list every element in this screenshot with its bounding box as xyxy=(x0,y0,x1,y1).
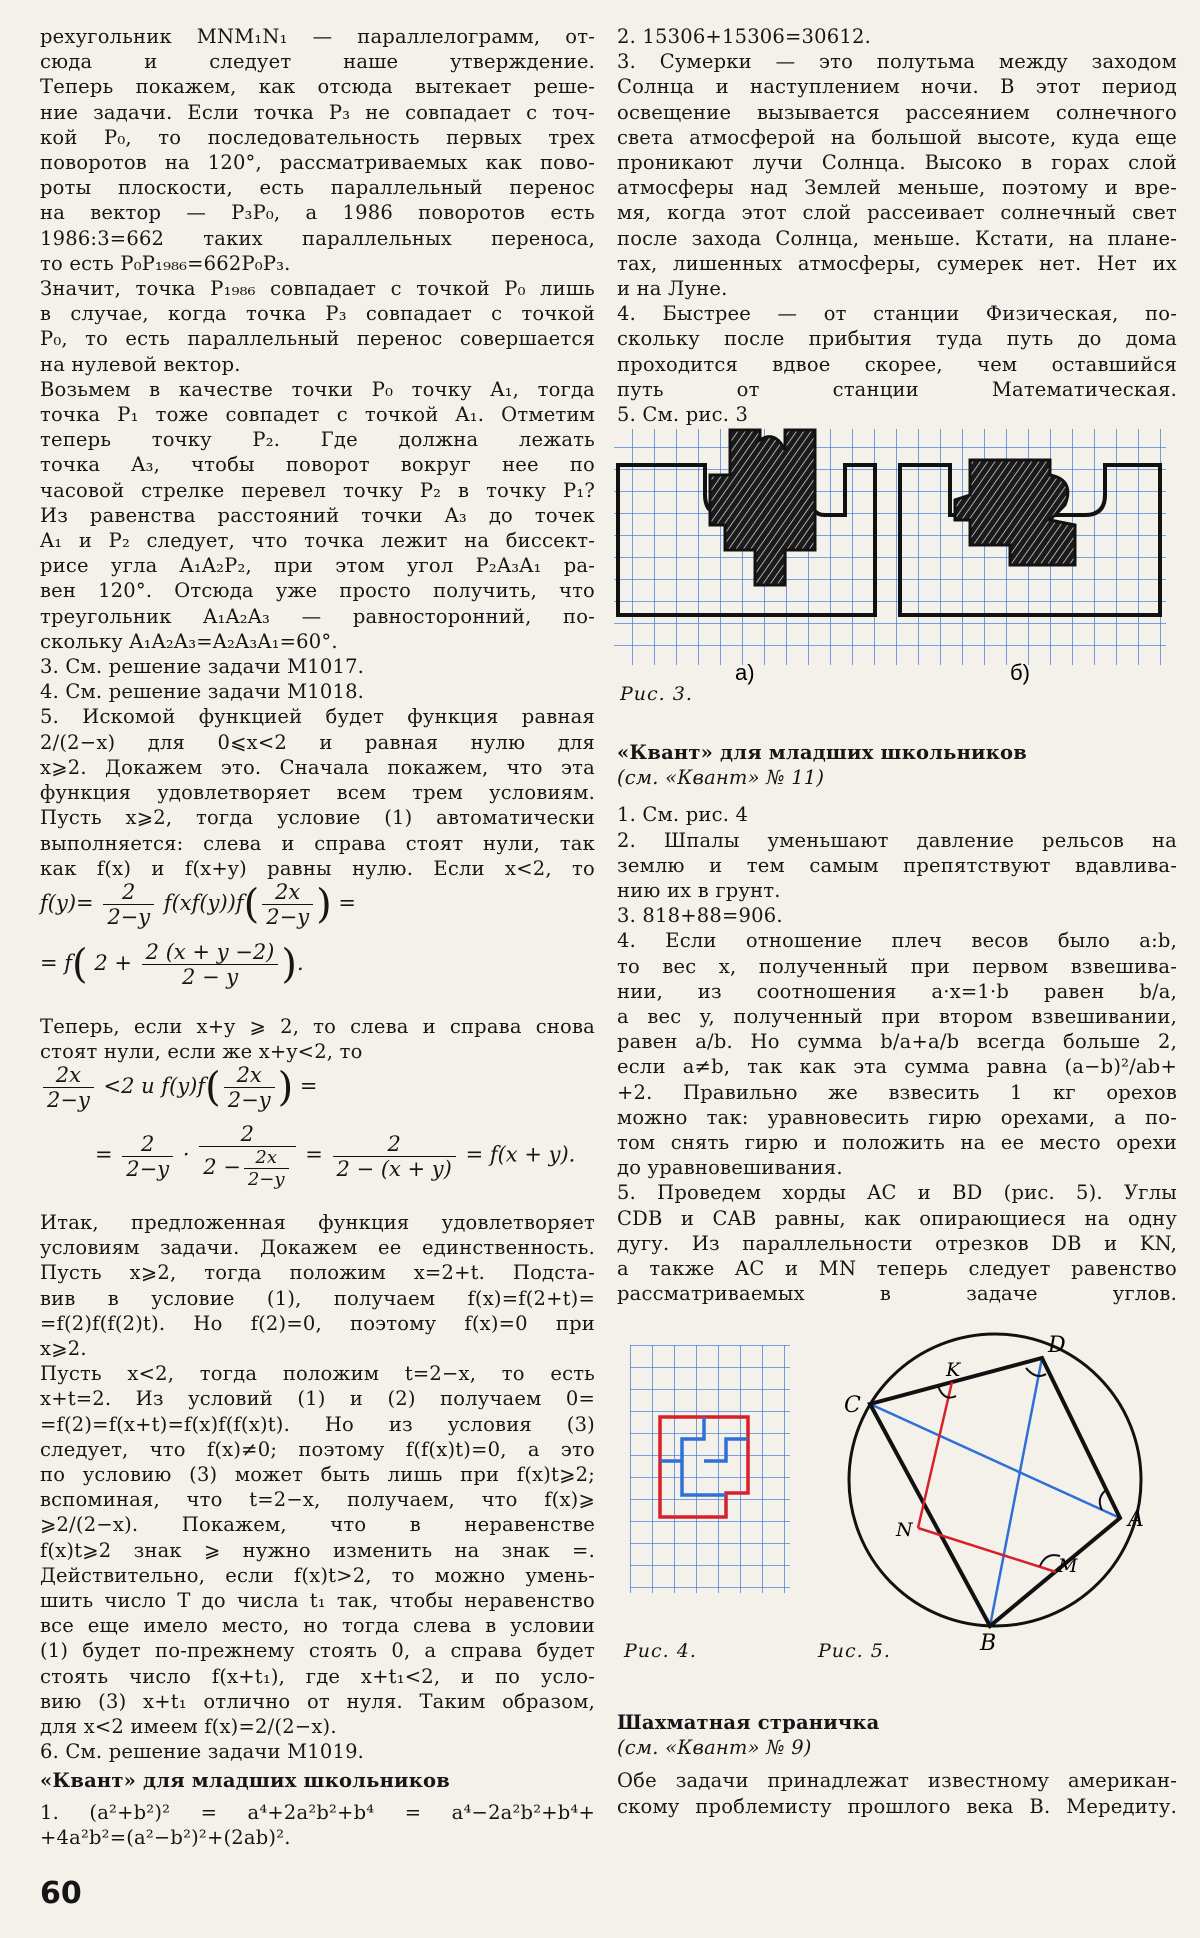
formula-1-eq: = xyxy=(338,891,356,915)
text-line: по условию (3) может быть лишь при f(x)t⩾2; xyxy=(40,1463,595,1487)
text-line: вспоминая, что t=2−x, получаем, что f(x)⩾ xyxy=(40,1488,595,1512)
right-column-top xyxy=(617,24,1177,427)
text-line: 1986:3=662 таких параллельных переноса, xyxy=(40,226,595,250)
text-line: Теперь, если x+y ⩾ 2, то слева и справа снова xyxy=(40,1015,595,1038)
text-line: роты плоскости, есть параллельный перенос xyxy=(40,176,595,200)
text-line: освещение вызывается рассеянием солнечного xyxy=(617,100,1177,124)
text-line: 1. См. рис. 4 xyxy=(617,803,749,827)
text-line: Обе задачи принадлежат известному американ- xyxy=(617,1769,1177,1793)
text-line: тах, лишенных атмосферы, сумерек нет. Нет их xyxy=(617,251,1177,275)
text-line: скому проблемисту прошлого века В. Мередиту. xyxy=(617,1794,1177,1818)
text-line: 3. См. решение задачи М1017. xyxy=(40,655,365,679)
text-line: Итак, предложенная функция удовлетворяет xyxy=(40,1211,595,1234)
formula-3-eq: = xyxy=(299,1074,318,1098)
text-line: стоять число f(x+t₁), где x+t₁<2, и по усло- xyxy=(40,1664,595,1688)
text-line: 2. Шпалы уменьшают давление рельсов на xyxy=(617,828,1177,852)
text-line: Пусть x⩾2, тогда условие (1) автоматически xyxy=(40,806,595,830)
text-line: до уравновешивания. xyxy=(617,1156,843,1180)
text-line: CDB и CAB равны, как опирающиеся на одну xyxy=(617,1206,1177,1230)
right-heading-1: «Квант» для младших школьников xyxy=(617,741,1027,764)
text-line: следует, что f(x)≠0; поэтому f(f(x)t)=0, а это xyxy=(40,1437,595,1461)
fig5-chord-bd xyxy=(990,1358,1042,1626)
fig4-grid xyxy=(630,1345,790,1593)
text-line: точка A₃, чтобы поворот вокруг нее по xyxy=(40,453,595,477)
text-line: 6. См. решение задачи М1019. xyxy=(40,1740,365,1764)
text-line: проходится вдвое скорее, чем оставшийся xyxy=(617,352,1177,376)
text-line: то есть P₀P₁₉₈₆=662P₀P₃. xyxy=(40,251,291,275)
text-line: вив в условие (1), получаем f(x)=f(2+t)= xyxy=(40,1286,595,1310)
fig5-label-c: C xyxy=(844,1393,861,1418)
text-line: A₁ и P₂ следует, что точка лежит на биссект- xyxy=(40,529,595,553)
left-p3 xyxy=(40,276,595,377)
formula-2-dot: . xyxy=(297,951,304,975)
fig5-angle-a xyxy=(1100,1490,1106,1510)
text-line: +2. Правильно же взвесить 1 кг орехов xyxy=(617,1080,1177,1104)
text-line: все еще имело место, но тогда слева в условии xyxy=(40,1614,595,1638)
formula-1-mid: f(xf(y))f xyxy=(163,891,244,915)
left-p7 xyxy=(40,1210,595,1764)
text-line: после захода Солнца, меньше. Кстати, на плане- xyxy=(617,226,1177,250)
fig5-label-k: K xyxy=(946,1359,961,1381)
formula-3-frac-a: $\frac{2x}{2-y}$ xyxy=(43,1063,94,1112)
text-line: =f(2)f(f(2)t). Но f(2)=0, поэтому f(x)=0 при xyxy=(40,1311,595,1335)
text-line: условиям задачи. Докажем ее единственность. xyxy=(40,1236,595,1260)
fig5-circle xyxy=(849,1334,1141,1626)
formula-1-lhs: f(y)= xyxy=(40,891,94,915)
text-line: Из равенства расстояний точки A₃ до точек xyxy=(40,503,595,527)
right-column-bottom xyxy=(617,1710,1177,1819)
text-line: как f(x) и f(x+y) равны нулю. Если x<2, то xyxy=(40,856,595,880)
text-line: =f(2)=f(x+t)=f(x)f(f(x)t). Но из условия (3) xyxy=(40,1412,595,1436)
formula-3: $\frac{2x}{2-y}$ <2 и f(y)f( $\frac{2x}{2-y}$ ) = xyxy=(40,1063,318,1112)
left-p1 xyxy=(40,24,595,74)
formula-2-mid: 2 + xyxy=(94,951,132,975)
formula-4-frac-b: 2 2 − $\frac{2x}{2-y}$ xyxy=(199,1122,295,1190)
text-line: Возьмем в качестве точки P₀ точку A₁, тогда xyxy=(40,377,595,401)
text-line: Пусть x⩾2, тогда положим x=2+t. Подста- xyxy=(40,1261,595,1285)
text-line: Действительно, если f(x)t>2, то можно умень- xyxy=(40,1563,595,1587)
text-line: том снять гирю и положить на ее место орехи xyxy=(617,1131,1177,1155)
text-line: скольку A₁A₂A₃=A₂A₃A₁=60°. xyxy=(40,629,338,653)
text-line: 3. 818+88=906. xyxy=(617,904,783,928)
text-line: поворотов на 120°, рассматриваемых как пово- xyxy=(40,151,595,175)
text-line: (1) будет по-прежнему стоять 0, а справа будет xyxy=(40,1639,595,1663)
text-line: в случае, когда точка P₃ совпадает с точкой xyxy=(40,302,595,326)
text-line: ние задачи. Если точка P₃ не совпадает с точ- xyxy=(40,100,595,124)
text-line: равен a/b. Но сумма b/a+a/b всегда больше 2, xyxy=(617,1030,1177,1054)
text-line: кой P₀, то последовательность первых трех xyxy=(40,125,595,149)
text-line: 5. См. рис. 3 xyxy=(617,403,749,427)
formula-1-frac-a: $\frac{2}{2-y}$ xyxy=(103,880,154,929)
text-line: 5. Искомой функцией будет функция равная xyxy=(40,705,595,729)
formula-4-eq: = xyxy=(95,1142,113,1167)
text-line: нию их в грунт. xyxy=(617,879,781,903)
fig3-label-b: б) xyxy=(1010,660,1030,685)
text-line: f(x)t⩾2 знак ⩾ нужно изменить на знак =. xyxy=(40,1538,595,1562)
text-line: часовой стрелке перевел точку P₂ в точку P₁? xyxy=(40,478,595,502)
text-line: путь от станции Математическая. xyxy=(617,377,1177,401)
text-line: скольку после прибытия туда путь до дома xyxy=(617,327,1177,351)
fig5-nm xyxy=(918,1528,1056,1572)
figure-3 xyxy=(610,425,1170,690)
fig5-caption: Рис. 5. xyxy=(818,1640,891,1662)
text-line: вию (3) x+t₁ отлично от нуля. Таким образом, xyxy=(40,1689,595,1713)
text-line: можно так: уравновесить гирю орехами, а по- xyxy=(617,1105,1177,1129)
left-column xyxy=(40,24,595,881)
text-line: Солнца и наступлением ночи. В этот период xyxy=(617,75,1177,99)
text-line: если a≠b, так как эта сумма равна (a−b)²/ab+ xyxy=(617,1055,1177,1079)
formula-4 xyxy=(95,1122,575,1190)
page-number: 60 xyxy=(40,1876,82,1911)
text-line: а вес y, полученный при втором взвешивании, xyxy=(617,1005,1177,1029)
fig5-label-m: M xyxy=(1058,1555,1078,1577)
formula-4-frac-a: $\frac{2}{2-y}$ xyxy=(122,1132,173,1181)
fig4-caption: Рис. 4. xyxy=(624,1640,697,1662)
fig5-chord-ac xyxy=(870,1404,1120,1518)
text-line: ⩾2/(2−x). Покажем, что в неравенстве xyxy=(40,1513,595,1537)
text-line: проникают лучи Солнца. Высоко в горах слой xyxy=(617,151,1177,175)
formula-4-dot: · xyxy=(182,1142,190,1167)
text-line: рассматриваемых в задаче углов. xyxy=(617,1282,1177,1306)
text-line: Пусть x<2, тогда положим t=2−x, то есть xyxy=(40,1362,595,1386)
formula-3-frac-b: $\frac{2x}{2-y}$ xyxy=(224,1063,275,1112)
figure-4 xyxy=(630,1345,790,1595)
text-line: дугу. Из параллельности отрезков DB и KN, xyxy=(617,1231,1177,1255)
text-line: шить число T до числа t₁ так, чтобы неравенство xyxy=(40,1589,595,1613)
fig5-quad xyxy=(870,1358,1120,1626)
right-heading-2: Шахматная страничка xyxy=(617,1711,880,1734)
text-line: 2. 15306+15306=30612. xyxy=(617,25,871,48)
text-line: x+t=2. Из условий (1) и (2) получаем 0= xyxy=(40,1387,595,1411)
text-line: функция удовлетворяет всем трем условиям. xyxy=(40,781,595,805)
left-p6 xyxy=(40,1014,595,1064)
formula-1-frac-b: $\frac{2x}{2-y}$ xyxy=(262,880,313,929)
text-line: 5. Проведем хорды AC и BD (рис. 5). Углы xyxy=(617,1181,1177,1205)
left-p2 xyxy=(40,74,595,276)
formula-4-frac-c: $\frac{2}{2 - (x + y)}$ xyxy=(333,1132,456,1181)
text-line: Теперь покажем, как отсюда вытекает реше- xyxy=(40,75,595,99)
text-line: нии, из соотношения a·x=1·b равен b/a, xyxy=(617,979,1177,1003)
left-heading: «Квант» для младших школьников xyxy=(40,1769,450,1793)
text-line: сюда и следует наше утверждение. xyxy=(40,50,595,74)
text-line: P₀, то есть параллельный перенос совершается xyxy=(40,327,595,351)
left-p5 xyxy=(40,654,595,881)
fig5-label-b: B xyxy=(980,1631,997,1656)
text-line: 1. (a²+b²)² = a⁴+2a²b²+b⁴ = a⁴−2a²b²+b⁴+ xyxy=(40,1800,595,1824)
text-line: рисе угла A₁A₂P₂, при этом угол P₂A₃A₁ ра- xyxy=(40,554,595,578)
right-column-mid xyxy=(617,740,1177,1306)
text-line: x⩾2. xyxy=(40,1337,87,1361)
formula-3-mid: <2 и f(y)f xyxy=(103,1074,206,1098)
text-line: 4. Быстрее — от станции Физическая, по- xyxy=(617,302,1177,326)
text-line: треугольник A₁A₂A₃ — равносторонний, по- xyxy=(40,604,595,628)
text-line: выполняется: слева и справа стоят нули, так xyxy=(40,831,595,855)
right-heading-1-sub: (см. «Квант» № 11) xyxy=(617,766,825,790)
text-line: и на Луне. xyxy=(617,277,728,301)
text-line: мя, когда этот слой рассеивает солнечный свет xyxy=(617,201,1177,225)
text-line: +4a²b²=(a²−b²)²+(2ab)². xyxy=(40,1825,291,1849)
text-line: x⩾2. Докажем это. Сначала покажем, что эта xyxy=(40,755,595,779)
left-p8 xyxy=(40,1800,595,1850)
text-line: землю и тем самым препятствуют вдавлива- xyxy=(617,853,1177,877)
text-line: Значит, точка P₁₉₈₆ совпадает с точкой P₀ лишь xyxy=(40,277,595,301)
text-line: для x<2 имеем f(x)=2/(2−x). xyxy=(40,1715,337,1739)
fig5-angle-d xyxy=(1026,1368,1046,1376)
fig3-caption: Рис. 3. xyxy=(620,683,693,705)
text-line: 4. Если отношение плеч весов было a:b, xyxy=(617,929,1177,953)
text-line: 3. Сумерки — это полутьма между заходом xyxy=(617,50,1177,74)
formula-4-eq2: = xyxy=(305,1142,323,1167)
text-line: на нулевой вектор. xyxy=(40,352,241,376)
text-line: точка P₁ тоже совпадет с точкой A₁. Отметим xyxy=(40,403,595,427)
fig3-label-a: а) xyxy=(735,660,755,685)
text-line: 4. См. решение задачи М1018. xyxy=(40,680,365,704)
formula-1: f(y)= $\frac{2}{2-y}$ f(xf(y))f( $\frac{2x}{2-y}$ ) = xyxy=(40,880,356,929)
left-lower xyxy=(40,1210,595,1850)
fig5-kn xyxy=(918,1382,952,1528)
text-line: а также AC и MN теперь следует равенство xyxy=(617,1257,1177,1281)
text-line: на вектор — P₃P₀, а 1986 поворотов есть xyxy=(40,201,595,225)
text-line: рехугольник MNM₁N₁ — параллелограмм, от- xyxy=(40,25,595,48)
text-line: атмосферы над Землей меньше, поэтому и вре- xyxy=(617,176,1177,200)
fig5-label-n: N xyxy=(896,1519,913,1541)
fig5-angle-m xyxy=(1040,1555,1060,1566)
left-p6-wrap xyxy=(40,1014,595,1064)
formula-2-lhs: = f xyxy=(40,951,73,975)
formula-2: = f( 2 + $\frac{2 (x + y -2)}{2 - y}$ ). xyxy=(40,940,304,989)
text-line: вен 120°. Отсюда уже просто получить, что xyxy=(40,579,595,603)
text-line: теперь точку P₂. Где должна лежать xyxy=(40,428,595,452)
formula-2-frac: $\frac{2 (x + y -2)}{2 - y}$ xyxy=(142,940,279,989)
fig5-angle-k xyxy=(938,1386,956,1398)
text-line: стоят нули, если же x+y<2, то xyxy=(40,1040,363,1064)
text-line: 2/(2−x) для 0⩽x<2 и равная нулю для xyxy=(40,730,595,754)
fig5-label-d: D xyxy=(1048,1333,1066,1358)
left-p4 xyxy=(40,377,595,654)
right-heading-2-sub: (см. «Квант» № 9) xyxy=(617,1736,812,1760)
fig5-label-a: A xyxy=(1128,1507,1144,1532)
right-p1 xyxy=(617,24,1177,427)
formula-4-result: = f(x + y). xyxy=(465,1142,576,1167)
right-p3 xyxy=(617,1768,1177,1818)
right-p2 xyxy=(617,802,1177,1306)
text-line: то вес x, полученный при первом взвешива- xyxy=(617,954,1177,978)
text-line: света атмосферой на большой высоте, куда еще xyxy=(617,125,1177,149)
